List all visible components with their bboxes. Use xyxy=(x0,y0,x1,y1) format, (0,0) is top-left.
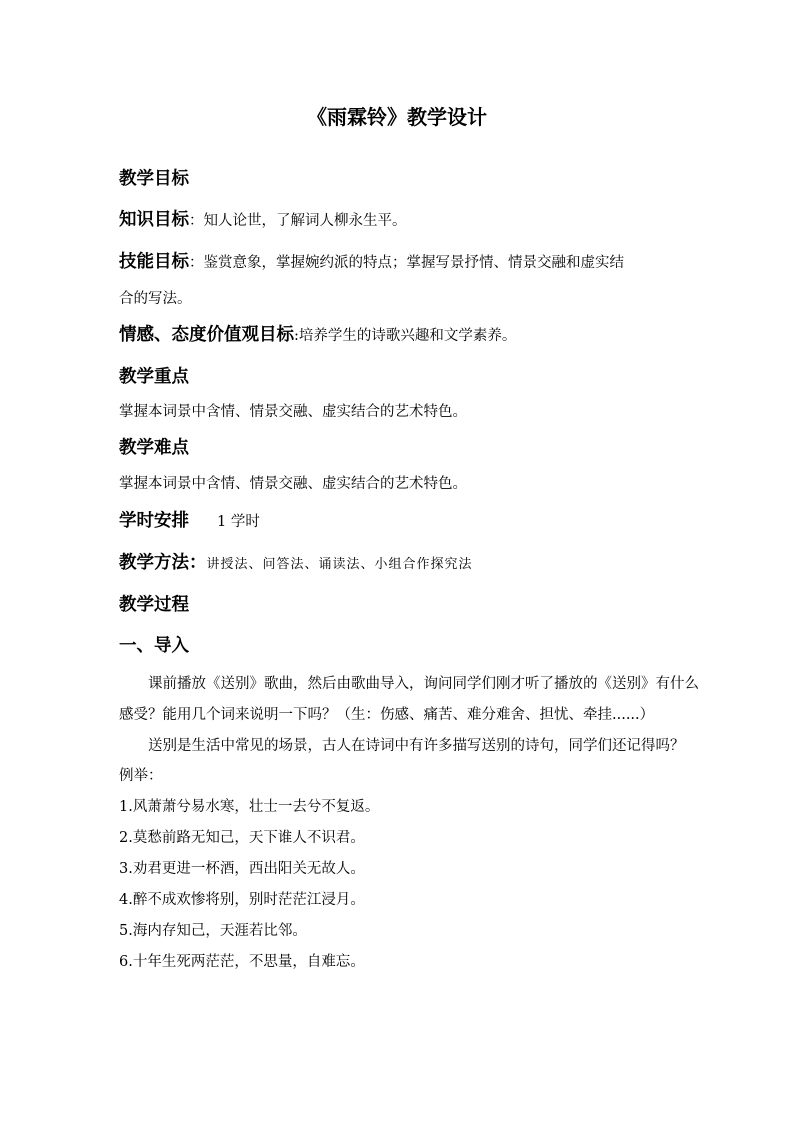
emotion-objective-text: :培养学生的诗歌兴趣和文学素养。 xyxy=(294,328,517,344)
methods-text: 讲授法、问答法、诵读法、小组合作探究法 xyxy=(206,557,473,572)
skill-objective-text: ：鉴赏意象，掌握婉约派的特点；掌握写景抒情、情景交融和虚实结 xyxy=(189,255,624,271)
example-item: 3.劝君更进一杯酒，西出阳关无故人。 xyxy=(119,861,365,877)
skill-objective xyxy=(119,254,624,272)
knowledge-objective-label: 知识目标 xyxy=(119,210,189,230)
intro-paragraph-1-line-1: 课前播放《送别》歌曲，然后由歌曲导入，询问同学们刚才听了播放的《送别》有什么 xyxy=(148,676,699,692)
difficulties-text: 掌握本词景中含情、情景交融、虚实结合的艺术特色。 xyxy=(119,476,467,492)
process-heading: 教学过程 xyxy=(119,595,189,615)
intro-paragraph-1-line-2: 感受？能用几个词来说明一下吗？（生：伤感、痛苦、难分难舍、担忧、牵挂......） xyxy=(119,707,655,723)
schedule-value: 1 学时 xyxy=(217,514,260,530)
schedule-row xyxy=(119,513,260,531)
methods-label: 教学方法： xyxy=(119,553,207,573)
skill-objective-continuation: 合的写法。 xyxy=(119,291,192,307)
intro-paragraph-2-line-2: 例举： xyxy=(119,768,163,784)
example-item: 5.海内存知己，天涯若比邻。 xyxy=(119,923,307,939)
methods-row xyxy=(119,555,473,573)
objectives-heading: 教学目标 xyxy=(119,169,189,189)
key-points-text: 掌握本词景中含情、情景交融、虚实结合的艺术特色。 xyxy=(119,404,467,420)
schedule-label: 学时安排 xyxy=(119,511,189,531)
example-item: 1.风萧萧兮易水寒，壮士一去兮不复返。 xyxy=(119,799,380,815)
key-points-heading: 教学重点 xyxy=(119,367,189,387)
example-item: 4.醉不成欢惨将别，别时茫茫江浸月。 xyxy=(119,892,365,908)
skill-objective-label: 技能目标 xyxy=(119,252,189,272)
knowledge-objective-text: ：知人论世，了解词人柳永生平。 xyxy=(189,213,407,229)
intro-paragraph-2-line-1: 送别是生活中常见的场景，古人在诗词中有许多描写送别的诗句，同学们还记得吗？ xyxy=(148,738,685,754)
knowledge-objective xyxy=(119,212,407,230)
difficulties-heading: 教学难点 xyxy=(119,438,189,458)
document-title: 《雨霖铃》教学设计 xyxy=(307,105,487,129)
intro-heading: 一、导入 xyxy=(119,636,189,656)
example-item: 6.十年生死两茫茫，不思量，自难忘。 xyxy=(119,954,365,970)
emotion-objective xyxy=(119,327,516,345)
emotion-objective-label: 情感、态度价值观目标 xyxy=(119,325,294,345)
example-item: 2.莫愁前路无知己，天下谁人不识君。 xyxy=(119,830,365,846)
